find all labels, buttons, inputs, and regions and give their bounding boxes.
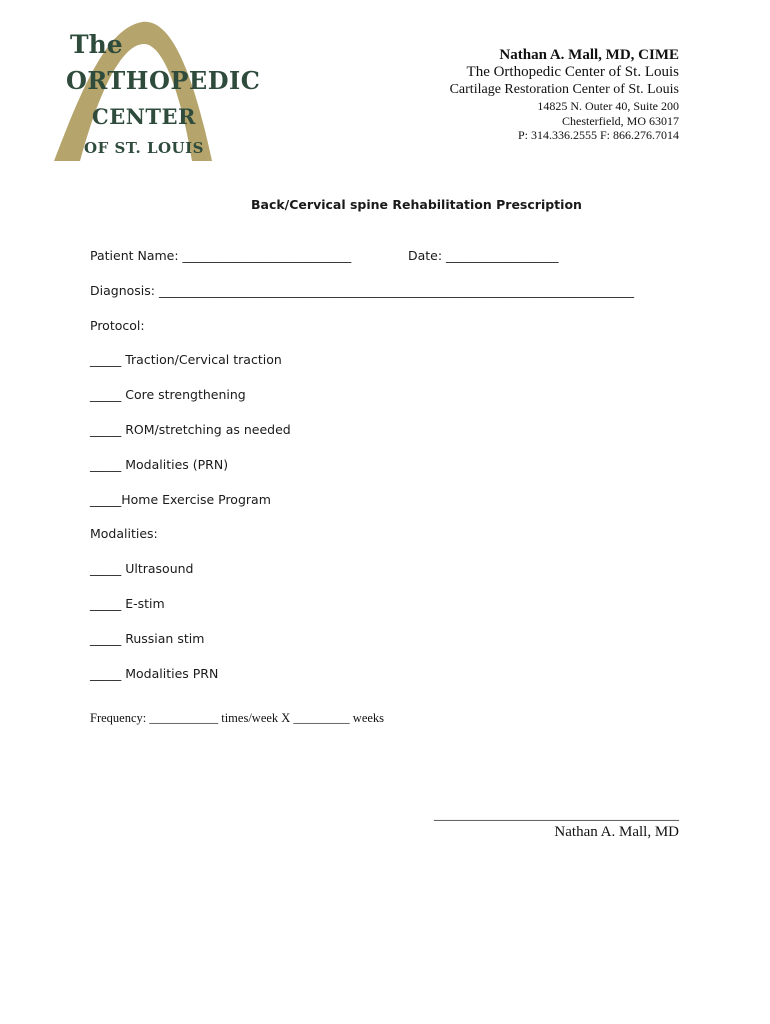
modality-item-prn[interactable]: _____ Modalities PRN	[90, 666, 219, 681]
logo-text-center: CENTER	[92, 104, 197, 129]
department-name: Cartilage Restoration Center of St. Louis	[449, 82, 679, 97]
protocol-item-modalities[interactable]: _____ Modalities (PRN)	[90, 457, 229, 472]
phone-fax: P: 314.336.2555 F: 866.276.7014	[517, 128, 679, 142]
modality-item-russian-stim[interactable]: _____ Russian stim	[90, 631, 205, 646]
organization-logo	[52, 18, 267, 161]
organization-name: The Orthopedic Center of St. Louis	[466, 64, 679, 80]
logo-text-the: The	[70, 30, 123, 59]
logo-text-orthopedic: ORTHOPEDIC	[66, 66, 261, 95]
frequency-field[interactable]: Frequency: ___________ times/week X _________ weeks	[90, 711, 385, 725]
protocol-item-traction[interactable]: _____ Traction/Cervical traction	[90, 352, 282, 367]
protocol-item-rom[interactable]: _____ ROM/stretching as needed	[90, 422, 291, 437]
signature-name: Nathan A. Mall, MD	[554, 824, 679, 840]
logo-text-st-louis: OF ST. LOUIS	[84, 139, 204, 157]
address-line-2: Chesterfield, MO 63017	[562, 114, 679, 128]
patient-name-field[interactable]: Patient Name: ___________________________	[90, 248, 352, 263]
date-field[interactable]: Date: __________________	[408, 248, 559, 263]
protocol-label: Protocol:	[90, 318, 145, 333]
modality-item-ultrasound[interactable]: _____ Ultrasound	[90, 561, 194, 576]
doctor-name-heading: Nathan A. Mall, MD, CIME	[499, 47, 679, 63]
diagnosis-field[interactable]: Diagnosis: ____________________________________________________________________________	[90, 283, 634, 298]
signature-line[interactable]: ___________________________________	[434, 808, 679, 823]
protocol-item-core[interactable]: _____ Core strengthening	[90, 387, 246, 402]
modality-item-estim[interactable]: _____ E-stim	[90, 596, 165, 611]
protocol-item-home-exercise[interactable]: _____Home Exercise Program	[90, 492, 271, 507]
form-title: Back/Cervical spine Rehabilitation Prescription	[251, 197, 582, 212]
address-line-1: 14825 N. Outer 40, Suite 200	[537, 99, 679, 113]
modalities-label: Modalities:	[90, 526, 158, 541]
